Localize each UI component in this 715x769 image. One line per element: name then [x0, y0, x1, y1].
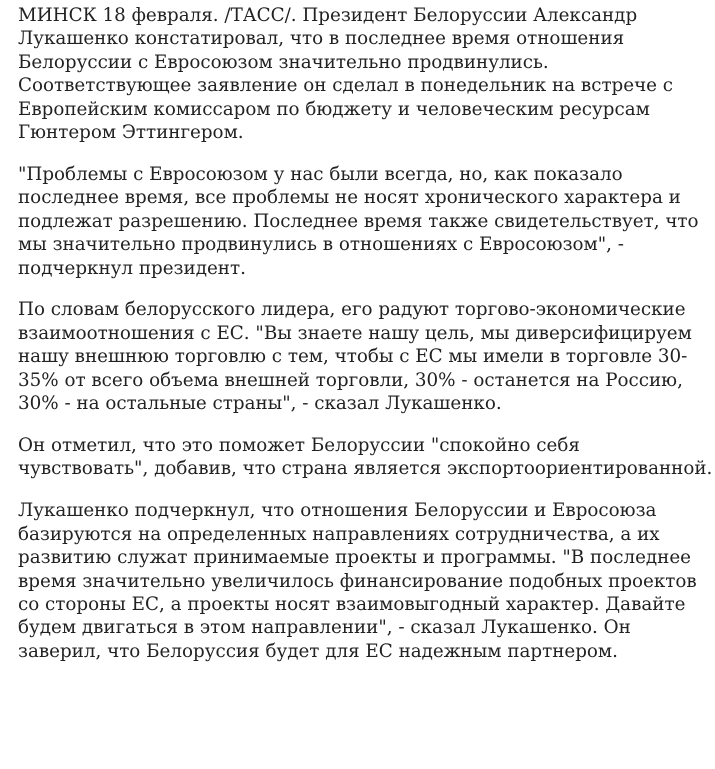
article-body	[18, 4, 713, 682]
article-paragraph-2: "Проблемы с Евросоюзом у нас были всегда, но, как показало последнее время, все проблемы не носят хронического характера и подлежат разрешению. Последнее время также свидетельствует, что мы значительно продвинулись в отношениях с Евросоюзом", - подчеркнул президент.	[18, 163, 699, 279]
article-paragraph-3: По словам белорусского лидера, его радуют торгово-экономические взаимоотношения с ЕС. "Вы знаете нашу цель, мы диверсифицируем нашу внешнюю торговлю с тем, чтобы с ЕС мы имели в торговле 30-35% от всего объема внешней торговли, 30% - останется на Россию, 30% - на остальные страны", - сказал Лукашенко.	[18, 299, 692, 415]
article-paragraph-4: Он отметил, что это поможет Белоруссии "спокойно себя чувствовать", добавив, что страна является экспортоориентированной.	[18, 435, 713, 480]
article-paragraph-1: МИНСК 18 февраля. /ТАСС/. Президент Белоруссии Александр Лукашенко констатировал, что в последнее время отношения Белоруссии с Евросоюзом значительно продвинулись. Соответствующее заявление он сделал в понедельник на встрече с Европейским комиссаром по бюджету и человеческим ресурсам Гюнтером Эттингером.	[18, 5, 674, 144]
article-paragraph-5: Лукашенко подчеркнул, что отношения Белоруссии и Евросоюза базируются на определенных направлениях сотрудничества, а их развитию служат принимаемые проекты и программы. "В последнее время значительно увеличилось финансирование подобных проектов со стороны ЕС, а проекты носят взаимовыгодный характер. Давайте будем двигаться в этом направлении", - сказал Лукашенко. Он заверил, что Белоруссия будет для ЕС надежным партнером.	[18, 500, 697, 662]
